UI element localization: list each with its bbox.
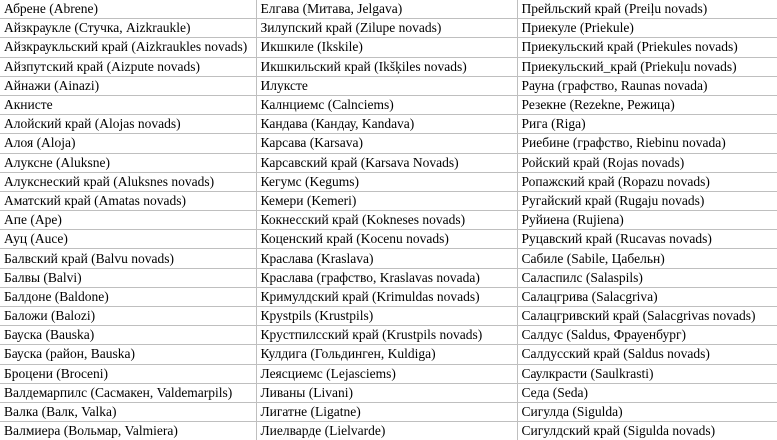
table-cell: Резекне (Rezekne, Режица): [517, 95, 777, 114]
table-cell: Салдусский край (Saldus novads): [517, 345, 777, 364]
table-row: [0, 402, 777, 421]
table-cell: Ройский край (Rojas novads): [517, 153, 777, 172]
table-cell: Айнажи (Ainazi): [0, 76, 256, 95]
table-cell: Риебине (графство, Riebinu novada): [517, 134, 777, 153]
table-cell: Карсавский край (Karsava Novads): [256, 153, 517, 172]
table-row: [0, 287, 777, 306]
table-cell: Балвы (Balvi): [0, 268, 256, 287]
table-row: [0, 268, 777, 287]
table-cell: Ливаны (Livani): [256, 383, 517, 402]
table-cell: Алукснеский край (Aluksnes novads): [0, 172, 256, 191]
table-row: [0, 191, 777, 210]
table-row: [0, 0, 777, 19]
table-cell: Саулкрасти (Saulkrasti): [517, 364, 777, 383]
table-cell: Седа (Seda): [517, 383, 777, 402]
table-row: [0, 249, 777, 268]
table-cell: Алуксне (Aluksne): [0, 153, 256, 172]
table-cell: Приекульский_край (Priekuļu novads): [517, 57, 777, 76]
table-cell: Калнциемс (Calnciems): [256, 95, 517, 114]
table-row: [0, 364, 777, 383]
table-cell: Кулдига (Гольдинген, Kuldiga): [256, 345, 517, 364]
table-cell: Валмиера (Вольмар, Valmiera): [0, 422, 256, 440]
table-cell: Руйиена (Rujiena): [517, 211, 777, 230]
table-row: [0, 95, 777, 114]
table-row: [0, 326, 777, 345]
table-cell: Аматский край (Amatas novads): [0, 191, 256, 210]
table-cell: Кегумс (Kegums): [256, 172, 517, 191]
table-cell: Карсава (Karsava): [256, 134, 517, 153]
table-cell: Абрене (Abrene): [0, 0, 256, 19]
table-cell: Сигулдский край (Sigulda novads): [517, 422, 777, 440]
table-row: [0, 153, 777, 172]
table-cell: Сигулда (Sigulda): [517, 402, 777, 421]
table-cell: Леясциемс (Lejasciems): [256, 364, 517, 383]
table-cell: Рига (Riga): [517, 115, 777, 134]
table-cell: Салдус (Saldus, Фрауенбург): [517, 326, 777, 345]
table-cell: Ругайский край (Rugaju novads): [517, 191, 777, 210]
table-cell: Кримулдский край (Krimuldas novads): [256, 287, 517, 306]
table-cell: Рауна (графство, Raunas novada): [517, 76, 777, 95]
table-row: [0, 230, 777, 249]
table-row: [0, 383, 777, 402]
table-cell: Валдемарпилс (Сасмакен, Valdemarpils): [0, 383, 256, 402]
table-row: [0, 57, 777, 76]
table-row: [0, 38, 777, 57]
table-cell: Кокнесский край (Kokneses novads): [256, 211, 517, 230]
table-cell: Саласпилс (Salaspils): [517, 268, 777, 287]
table-cell: Икшкильский край (Ikšķiles novads): [256, 57, 517, 76]
table-cell: Айзкраукле (Стучка, Aizkraukle): [0, 19, 256, 38]
table-cell: Лигатне (Ligatne): [256, 402, 517, 421]
table-row: [0, 172, 777, 191]
table-row: [0, 211, 777, 230]
table-cell: Лиелварде (Lielvarde): [256, 422, 517, 440]
table-cell: Ауц (Auce): [0, 230, 256, 249]
table-cell: Приекуле (Priekule): [517, 19, 777, 38]
table-cell: Круstpils (Krustpils): [256, 307, 517, 326]
table-cell: Кандава (Кандау, Kandava): [256, 115, 517, 134]
table-cell: Бауска (район, Bauska): [0, 345, 256, 364]
table-cell: Прейльский край (Preiļu novads): [517, 0, 777, 19]
table-cell: Апе (Ape): [0, 211, 256, 230]
table-row: [0, 115, 777, 134]
table-cell: Алоя (Aloja): [0, 134, 256, 153]
table-row: [0, 422, 777, 440]
table-cell: Коценский край (Kocenu novads): [256, 230, 517, 249]
table-cell: Алойский край (Alojas novads): [0, 115, 256, 134]
table-cell: Салацгривский край (Salacgrivas novads): [517, 307, 777, 326]
table-cell: Валка (Валк, Valka): [0, 402, 256, 421]
table-cell: Зилупский край (Zilupe novads): [256, 19, 517, 38]
table-cell: Бауска (Bauska): [0, 326, 256, 345]
table-row: [0, 307, 777, 326]
table-cell: Крустпилсский край (Krustpils novads): [256, 326, 517, 345]
table-cell: Айзкраукльский край (Aizkraukles novads): [0, 38, 256, 57]
table-cell: Сабиле (Sabile, Цабельн): [517, 249, 777, 268]
table-row: [0, 345, 777, 364]
table-cell: Салацгрива (Salacgriva): [517, 287, 777, 306]
table-cell: Елгава (Митава, Jelgava): [256, 0, 517, 19]
table-cell: Баложи (Balozi): [0, 307, 256, 326]
table-row: [0, 19, 777, 38]
table-cell: Акнисте: [0, 95, 256, 114]
table-cell: Краслава (графство, Kraslavas novada): [256, 268, 517, 287]
table-cell: Икшкиле (Ikskile): [256, 38, 517, 57]
table-cell: Ропажский край (Ropazu novads): [517, 172, 777, 191]
table-cell: Илуксте: [256, 76, 517, 95]
table-cell: Балвский край (Balvu novads): [0, 249, 256, 268]
table-cell: Краслава (Kraslava): [256, 249, 517, 268]
table-cell: Руцавский край (Rucavas novads): [517, 230, 777, 249]
table-cell: Приекульский край (Priekules novads): [517, 38, 777, 57]
table-cell: Броцени (Broceni): [0, 364, 256, 383]
table-row: [0, 76, 777, 95]
table-cell: Балдоне (Baldone): [0, 287, 256, 306]
table-cell: Кемери (Kemeri): [256, 191, 517, 210]
table-cell: Айзпутский край (Aizpute novads): [0, 57, 256, 76]
table-row: [0, 134, 777, 153]
